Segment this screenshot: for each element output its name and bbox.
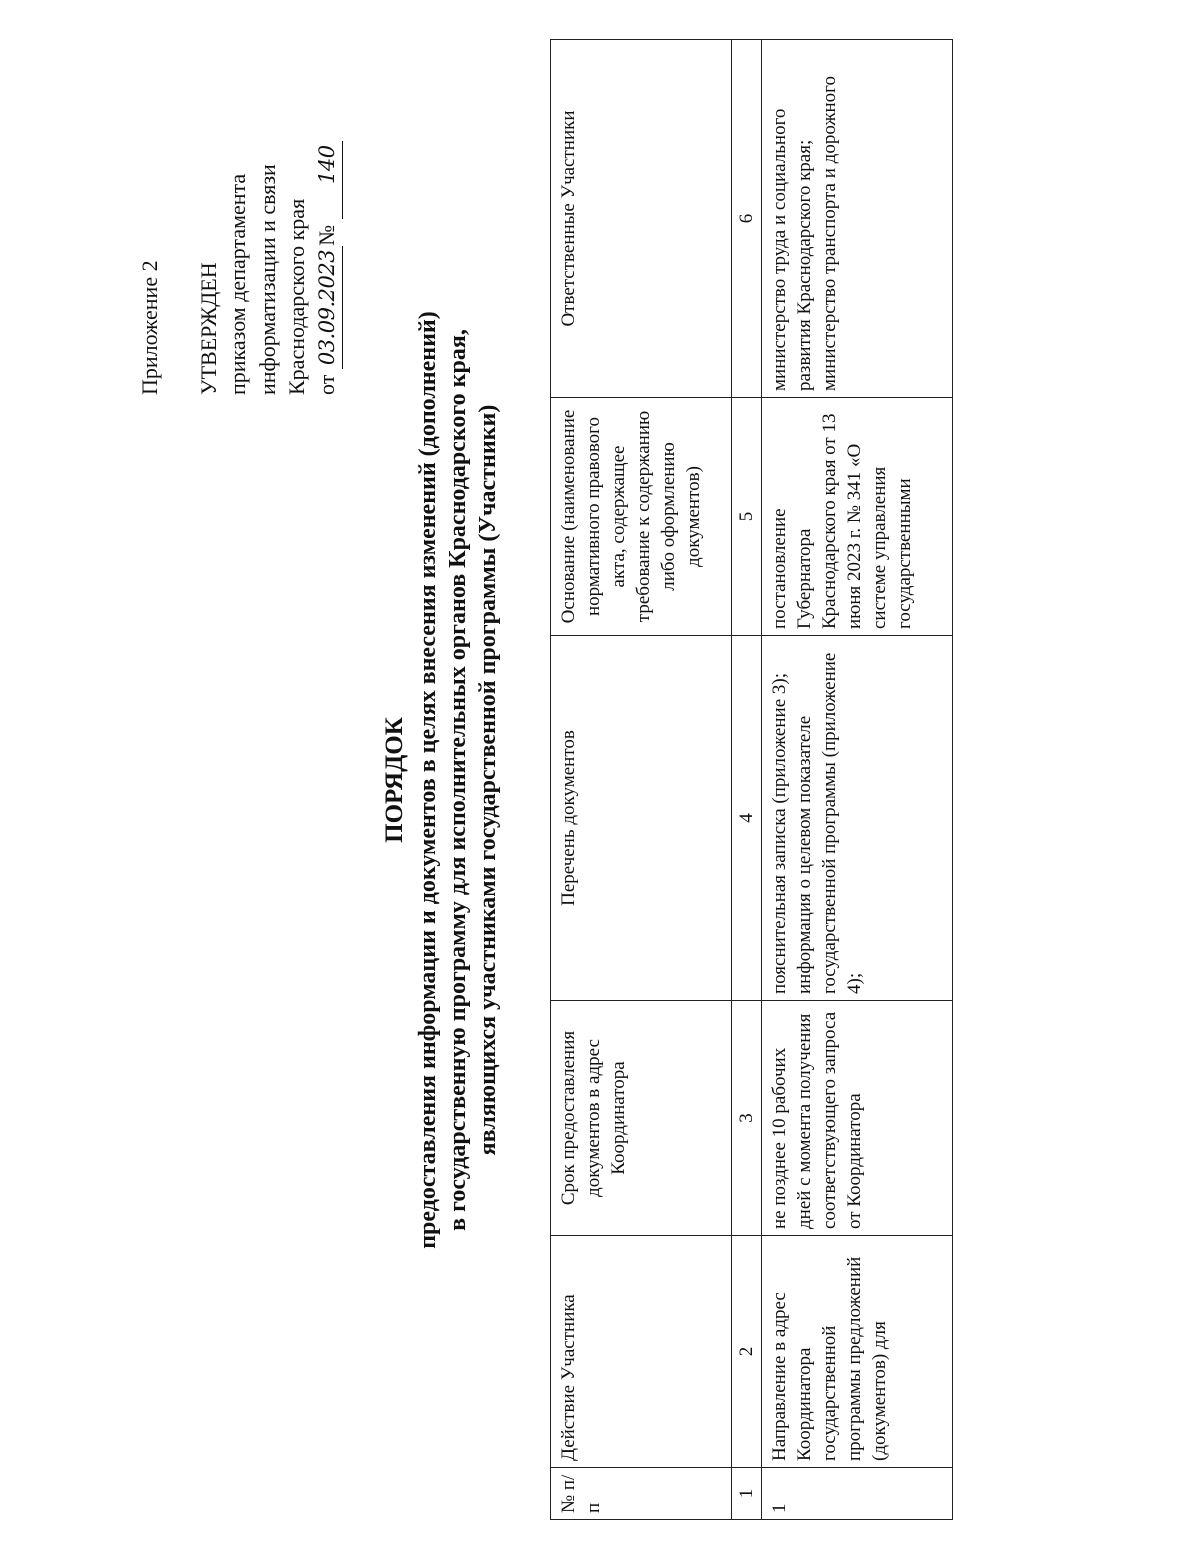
row-deadline-cell: не позднее 10 рабочих дней с момента получения соответствующего запроса от Координатора <box>762 1001 953 1236</box>
table-header-row <box>551 40 732 1520</box>
procedure-table <box>550 39 953 1520</box>
row-basis-cell: постановление Губернатора Краснодарского края от 13 июня 2023 г. № 341 «О системе управления государственными <box>762 398 953 636</box>
appendix-label: Приложение 2 <box>137 260 162 395</box>
title-main: ПОРЯДОК <box>381 717 408 843</box>
column-number-cell: 4 <box>732 636 762 1001</box>
header-cell-basis: Основание (наименование нормативного правового акта, содержащее требование к содержанию либо оформлению документов) <box>551 398 732 636</box>
title-line-3: являющихся участниками государственной программы (Участники) <box>475 404 501 1156</box>
table-column-numbers-row <box>732 40 762 1520</box>
header-cell-number: № п/п <box>551 1468 732 1520</box>
table-row <box>762 40 953 1520</box>
document-page <box>130 40 1090 1520</box>
approval-line-2: информатизации и связи <box>254 164 280 395</box>
document-title <box>380 40 503 1520</box>
approval-block <box>135 65 343 395</box>
column-number-cell: 5 <box>732 398 762 636</box>
column-number-cell: 2 <box>732 1236 762 1468</box>
header-cell-documents: Перечень документов <box>551 636 732 1001</box>
approval-line-3: Краснодарского края <box>284 198 309 395</box>
row-documents-cell: пояснительная записка (приложение 3); информация о целевом показателе государственной программы (приложение 4); <box>762 636 953 1001</box>
number-label: № <box>313 224 339 246</box>
handwritten-date: 03.09.2023 <box>314 249 339 366</box>
row-responsible-cell: министерство труда и социального развития Краснодарского края; министерство транспорта и дорожного <box>762 40 953 398</box>
row-number-cell: 1 <box>762 1468 953 1520</box>
header-cell-deadline: Срок предоставления документов в адрес Координатора <box>551 1001 732 1236</box>
header-cell-responsible: Ответственные Участники <box>551 40 732 398</box>
title-line-2: в государственную программу для исполнительных органов Краснодарского края, <box>445 329 471 1231</box>
column-number-cell: 3 <box>732 1001 762 1236</box>
column-number-cell: 6 <box>732 40 762 398</box>
approval-date-line <box>312 65 344 395</box>
column-number-cell: 1 <box>732 1468 762 1520</box>
approved-label: УТВЕРЖДЕН <box>195 262 221 395</box>
approval-line-1: приказом департамента <box>225 173 250 395</box>
from-label: от <box>313 374 339 395</box>
handwritten-number: 140 <box>314 145 339 185</box>
row-action-cell: Направление в адрес Координатора государственной программы предложений (документов) для <box>762 1236 953 1468</box>
header-cell-action: Действие Участника <box>551 1236 732 1468</box>
title-line-1: предоставления информации и документов в целях внесения изменений (дополнений) <box>415 311 441 1249</box>
